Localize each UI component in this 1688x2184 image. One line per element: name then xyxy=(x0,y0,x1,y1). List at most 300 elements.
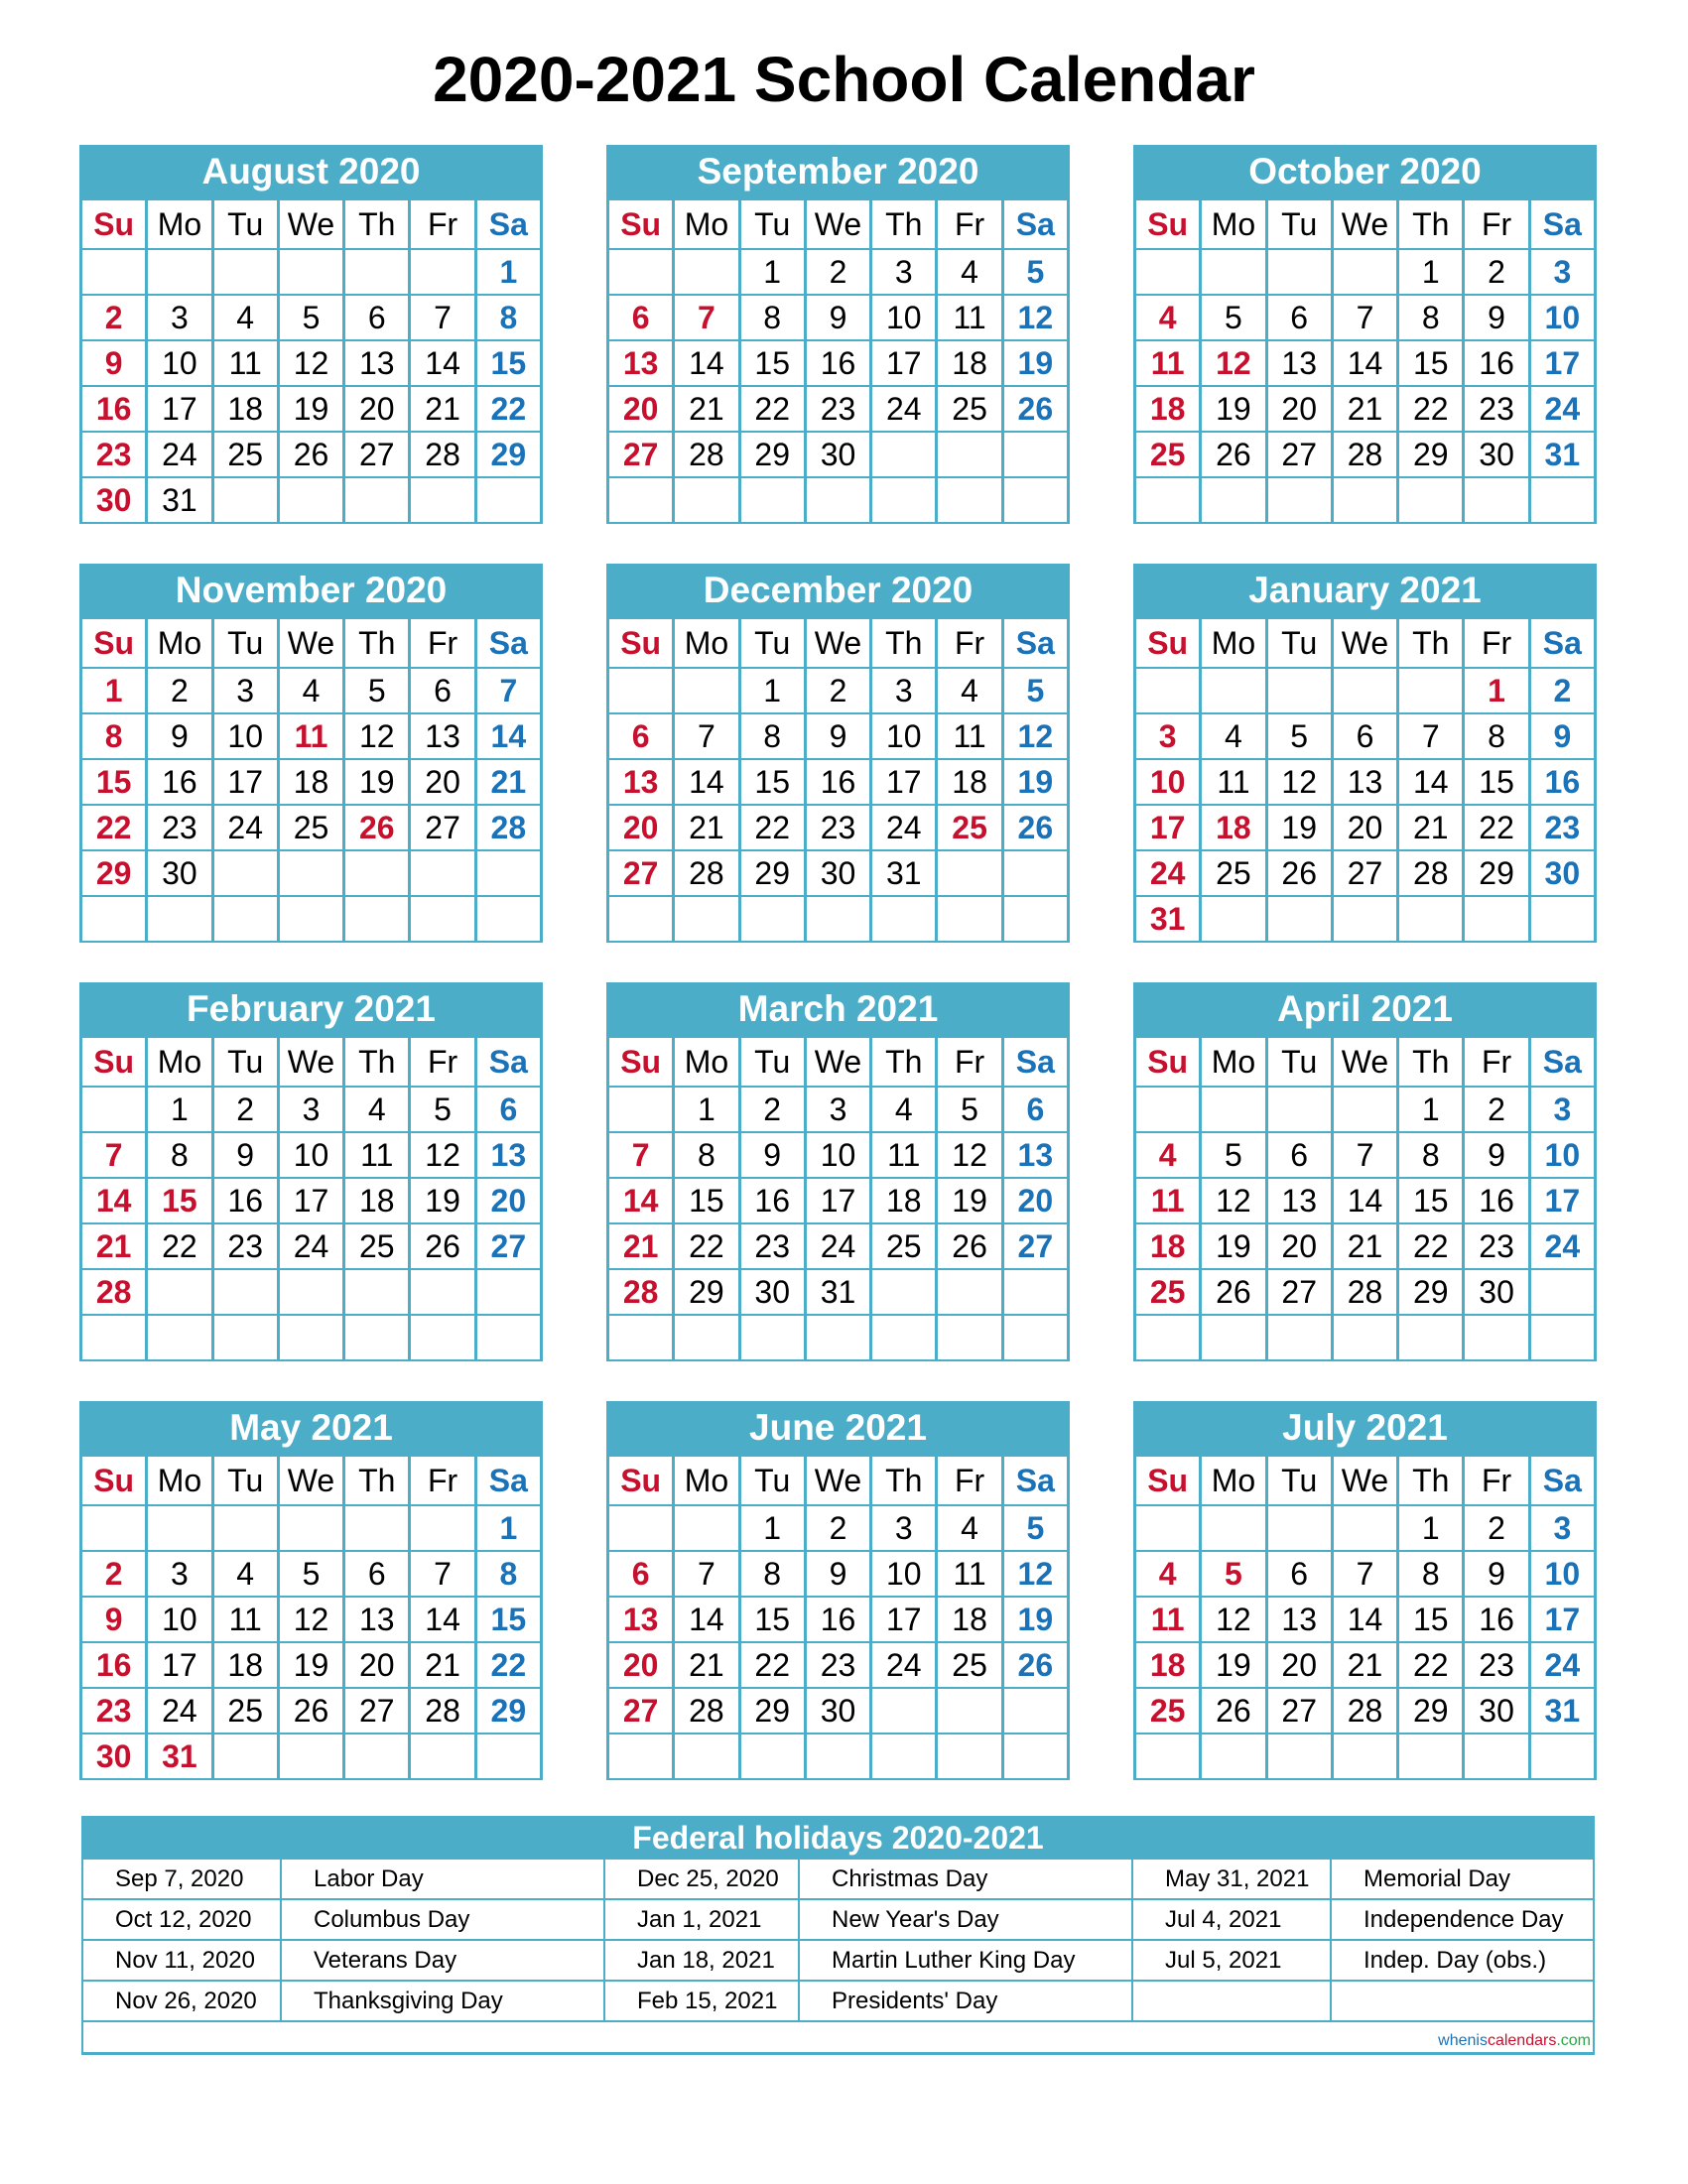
day-cell: 11 xyxy=(938,296,1003,341)
day-cell: 1 xyxy=(675,1088,740,1133)
empty-cell xyxy=(214,851,280,897)
empty-cell xyxy=(411,1734,476,1780)
day-cell: 13 xyxy=(1268,341,1334,387)
day-cell: 8 xyxy=(148,1133,213,1179)
day-cell: 12 xyxy=(1004,1552,1070,1598)
empty-cell xyxy=(675,897,740,943)
day-cell: 1 xyxy=(1399,1088,1465,1133)
day-cell: 19 xyxy=(938,1179,1003,1224)
empty-cell xyxy=(148,1316,213,1361)
weekday-header: We xyxy=(1334,1038,1399,1088)
day-cell: 30 xyxy=(1531,851,1597,897)
day-cell: 7 xyxy=(675,296,740,341)
day-cell: 3 xyxy=(807,1088,872,1133)
weekday-header: Su xyxy=(82,1457,148,1506)
day-cell: 5 xyxy=(1202,1133,1267,1179)
weekday-header: Tu xyxy=(1268,200,1334,250)
day-cell: 22 xyxy=(741,387,807,433)
weekday-header: Fr xyxy=(938,1038,1003,1088)
day-cell: 28 xyxy=(675,851,740,897)
day-cell: 8 xyxy=(477,1552,543,1598)
credit-part-2: calendars xyxy=(1487,2032,1557,2049)
holiday-date: Nov 26, 2020 xyxy=(83,1982,282,2020)
weekday-header: Sa xyxy=(477,200,543,250)
day-cell: 13 xyxy=(1004,1133,1070,1179)
day-cell: 22 xyxy=(148,1224,213,1270)
day-cell: 18 xyxy=(1136,387,1202,433)
empty-cell xyxy=(1465,897,1530,943)
holiday-date: Dec 25, 2020 xyxy=(605,1860,800,1898)
weekday-header: Su xyxy=(82,200,148,250)
empty-cell xyxy=(345,1270,411,1316)
weekday-header: Su xyxy=(609,619,675,669)
day-cell: 13 xyxy=(609,1598,675,1643)
day-cell: 8 xyxy=(1399,1552,1465,1598)
day-cell: 2 xyxy=(1465,1506,1530,1552)
day-cell: 29 xyxy=(741,1689,807,1734)
weekday-header: Th xyxy=(345,1457,411,1506)
day-cell: 20 xyxy=(609,1643,675,1689)
month-title: September 2020 xyxy=(606,145,1070,198)
holiday-name: Indep. Day (obs.) xyxy=(1363,1947,1547,1974)
holiday-name: Thanksgiving Day xyxy=(282,1982,605,2020)
weekday-header: Tu xyxy=(741,200,807,250)
day-cell: 21 xyxy=(1334,1643,1399,1689)
day-cell: 25 xyxy=(872,1224,938,1270)
day-cell: 23 xyxy=(741,1224,807,1270)
day-cell: 1 xyxy=(741,669,807,714)
day-cell: 10 xyxy=(214,714,280,760)
empty-cell xyxy=(609,250,675,296)
day-cell: 30 xyxy=(807,851,872,897)
day-cell: 4 xyxy=(938,1506,1003,1552)
empty-cell xyxy=(214,1506,280,1552)
day-cell: 17 xyxy=(280,1179,345,1224)
empty-cell xyxy=(741,1734,807,1780)
day-cell: 19 xyxy=(411,1179,476,1224)
weekday-header: Fr xyxy=(1465,1457,1530,1506)
day-cell: 21 xyxy=(675,387,740,433)
day-cell: 14 xyxy=(675,760,740,806)
day-cell: 27 xyxy=(1268,1270,1334,1316)
holiday-date xyxy=(1133,1982,1332,2020)
month-title: December 2020 xyxy=(606,564,1070,617)
weekday-header: We xyxy=(1334,200,1399,250)
empty-cell xyxy=(1136,478,1202,524)
day-cell: 27 xyxy=(477,1224,543,1270)
day-cell: 12 xyxy=(1004,296,1070,341)
day-cell: 28 xyxy=(411,1689,476,1734)
day-cell: 4 xyxy=(1136,1133,1202,1179)
day-cell: 17 xyxy=(872,760,938,806)
day-cell: 27 xyxy=(345,1689,411,1734)
day-cell: 7 xyxy=(609,1133,675,1179)
day-cell: 29 xyxy=(1399,1270,1465,1316)
empty-cell xyxy=(1202,1316,1267,1361)
day-cell: 5 xyxy=(1004,1506,1070,1552)
empty-cell xyxy=(938,1689,1003,1734)
page-title: 2020-2021 School Calendar xyxy=(433,44,1255,115)
weekday-header: Mo xyxy=(675,200,740,250)
day-cell: 26 xyxy=(1004,806,1070,851)
day-cell: 29 xyxy=(675,1270,740,1316)
empty-cell xyxy=(411,851,476,897)
day-cell: 14 xyxy=(411,341,476,387)
month-grid xyxy=(606,1455,1070,1780)
day-cell: 3 xyxy=(1136,714,1202,760)
day-cell: 17 xyxy=(148,387,213,433)
day-cell: 10 xyxy=(872,714,938,760)
day-cell: 19 xyxy=(280,1643,345,1689)
day-cell: 4 xyxy=(1136,296,1202,341)
weekday-header: Mo xyxy=(148,1457,213,1506)
empty-cell xyxy=(1268,1506,1334,1552)
empty-cell xyxy=(1531,478,1597,524)
day-cell: 20 xyxy=(345,387,411,433)
day-cell: 16 xyxy=(1465,1598,1530,1643)
day-cell: 22 xyxy=(1465,806,1530,851)
day-cell: 18 xyxy=(938,760,1003,806)
weekday-header: Su xyxy=(1136,1038,1202,1088)
day-cell: 11 xyxy=(214,341,280,387)
month-calendar xyxy=(1133,982,1597,1361)
empty-cell xyxy=(1268,1734,1334,1780)
holiday-name: Presidents' Day xyxy=(800,1982,1133,2020)
empty-cell xyxy=(1004,478,1070,524)
empty-cell xyxy=(1136,669,1202,714)
day-cell: 4 xyxy=(214,296,280,341)
empty-cell xyxy=(1334,1316,1399,1361)
weekday-header: We xyxy=(1334,1457,1399,1506)
empty-cell xyxy=(675,669,740,714)
empty-cell xyxy=(938,897,1003,943)
day-cell: 24 xyxy=(148,1689,213,1734)
day-cell: 16 xyxy=(82,387,148,433)
day-cell: 23 xyxy=(807,1643,872,1689)
holiday-row xyxy=(83,1900,1593,1941)
empty-cell xyxy=(609,1088,675,1133)
month-calendar xyxy=(606,145,1070,524)
empty-cell xyxy=(741,897,807,943)
empty-cell xyxy=(345,1734,411,1780)
empty-cell xyxy=(411,250,476,296)
empty-cell xyxy=(675,1734,740,1780)
empty-cell xyxy=(1136,1088,1202,1133)
holiday-row xyxy=(83,1982,1593,2022)
day-cell: 18 xyxy=(214,387,280,433)
day-cell: 4 xyxy=(1136,1552,1202,1598)
day-cell: 29 xyxy=(477,433,543,478)
empty-cell xyxy=(675,1316,740,1361)
holiday-date: Jan 18, 2021 xyxy=(605,1941,800,1980)
day-cell: 13 xyxy=(609,760,675,806)
day-cell: 12 xyxy=(1202,1598,1267,1643)
month-grid xyxy=(79,617,543,943)
empty-cell xyxy=(1465,478,1530,524)
day-cell: 30 xyxy=(741,1270,807,1316)
empty-cell xyxy=(280,1270,345,1316)
month-grid xyxy=(79,198,543,524)
empty-cell xyxy=(1202,478,1267,524)
day-cell: 21 xyxy=(675,1643,740,1689)
empty-cell xyxy=(1334,897,1399,943)
day-cell: 29 xyxy=(741,433,807,478)
day-cell: 13 xyxy=(345,341,411,387)
day-cell: 12 xyxy=(938,1133,1003,1179)
day-cell: 23 xyxy=(148,806,213,851)
day-cell: 31 xyxy=(1531,1689,1597,1734)
day-cell: 28 xyxy=(82,1270,148,1316)
empty-cell xyxy=(411,897,476,943)
empty-cell xyxy=(1268,478,1334,524)
day-cell: 5 xyxy=(938,1088,1003,1133)
day-cell: 9 xyxy=(807,714,872,760)
day-cell: 15 xyxy=(741,1598,807,1643)
weekday-header: Su xyxy=(609,1038,675,1088)
empty-cell xyxy=(148,1506,213,1552)
empty-cell xyxy=(1202,897,1267,943)
day-cell: 7 xyxy=(675,1552,740,1598)
day-cell: 12 xyxy=(280,341,345,387)
empty-cell xyxy=(1531,1734,1597,1780)
weekday-header: Su xyxy=(82,619,148,669)
day-cell: 16 xyxy=(82,1643,148,1689)
day-cell: 22 xyxy=(477,1643,543,1689)
holiday-date: Nov 11, 2020 xyxy=(83,1941,282,1980)
empty-cell xyxy=(280,897,345,943)
day-cell: 15 xyxy=(741,341,807,387)
day-cell: 8 xyxy=(82,714,148,760)
weekday-header: Su xyxy=(609,200,675,250)
empty-cell xyxy=(1399,897,1465,943)
empty-cell xyxy=(872,1316,938,1361)
empty-cell xyxy=(477,1270,543,1316)
weekday-header: Sa xyxy=(1531,1457,1597,1506)
day-cell: 16 xyxy=(1531,760,1597,806)
day-cell: 15 xyxy=(148,1179,213,1224)
day-cell: 11 xyxy=(1136,341,1202,387)
day-cell: 5 xyxy=(345,669,411,714)
day-cell: 24 xyxy=(280,1224,345,1270)
empty-cell xyxy=(872,1734,938,1780)
empty-cell xyxy=(872,433,938,478)
day-cell: 26 xyxy=(1202,433,1267,478)
empty-cell xyxy=(872,1270,938,1316)
month-grid xyxy=(606,1036,1070,1361)
empty-cell xyxy=(345,1506,411,1552)
day-cell: 10 xyxy=(280,1133,345,1179)
day-cell: 2 xyxy=(1465,250,1530,296)
day-cell: 3 xyxy=(1531,1506,1597,1552)
day-cell: 18 xyxy=(1136,1224,1202,1270)
day-cell: 20 xyxy=(609,806,675,851)
day-cell: 15 xyxy=(477,1598,543,1643)
day-cell: 24 xyxy=(214,806,280,851)
day-cell: 20 xyxy=(1268,1224,1334,1270)
day-cell: 2 xyxy=(1465,1088,1530,1133)
day-cell: 7 xyxy=(1334,1552,1399,1598)
weekday-header: Mo xyxy=(148,619,213,669)
weekday-header: Tu xyxy=(1268,1457,1334,1506)
weekday-header: Tu xyxy=(214,200,280,250)
weekday-header: We xyxy=(280,619,345,669)
empty-cell xyxy=(411,478,476,524)
day-cell: 3 xyxy=(214,669,280,714)
day-cell: 8 xyxy=(741,296,807,341)
day-cell: 1 xyxy=(1399,250,1465,296)
day-cell: 15 xyxy=(1399,341,1465,387)
day-cell: 17 xyxy=(1531,341,1597,387)
weekday-header: Tu xyxy=(741,619,807,669)
day-cell: 23 xyxy=(1465,387,1530,433)
day-cell: 20 xyxy=(609,387,675,433)
day-cell: 6 xyxy=(1268,1552,1334,1598)
day-cell: 19 xyxy=(1004,760,1070,806)
weekday-header: Sa xyxy=(1004,1038,1070,1088)
holiday-row xyxy=(83,1860,1593,1900)
empty-cell xyxy=(280,1506,345,1552)
day-cell: 11 xyxy=(280,714,345,760)
holiday-date: Jan 1, 2021 xyxy=(605,1900,800,1939)
day-cell: 17 xyxy=(1531,1598,1597,1643)
day-cell: 11 xyxy=(345,1133,411,1179)
day-cell: 1 xyxy=(477,250,543,296)
weekday-header: Tu xyxy=(1268,619,1334,669)
day-cell: 5 xyxy=(1004,669,1070,714)
weekday-header: Mo xyxy=(1202,200,1267,250)
day-cell: 6 xyxy=(411,669,476,714)
weekday-header: Fr xyxy=(411,619,476,669)
day-cell: 24 xyxy=(872,387,938,433)
empty-cell xyxy=(280,1316,345,1361)
empty-cell xyxy=(1334,1734,1399,1780)
day-cell: 9 xyxy=(214,1133,280,1179)
month-calendar xyxy=(79,982,543,1361)
day-cell: 14 xyxy=(1334,341,1399,387)
day-cell: 7 xyxy=(675,714,740,760)
empty-cell xyxy=(938,1270,1003,1316)
day-cell: 22 xyxy=(741,1643,807,1689)
day-cell: 1 xyxy=(741,250,807,296)
empty-cell xyxy=(807,478,872,524)
day-cell: 21 xyxy=(675,806,740,851)
empty-cell xyxy=(477,1316,543,1361)
credit-row xyxy=(81,2022,1595,2055)
empty-cell xyxy=(148,1270,213,1316)
day-cell: 2 xyxy=(214,1088,280,1133)
day-cell: 2 xyxy=(807,250,872,296)
day-cell: 11 xyxy=(1136,1179,1202,1224)
weekday-header: Mo xyxy=(1202,1038,1267,1088)
day-cell: 9 xyxy=(1465,1552,1530,1598)
empty-cell xyxy=(1004,433,1070,478)
day-cell: 10 xyxy=(1531,1552,1597,1598)
empty-cell xyxy=(872,1689,938,1734)
weekday-header: We xyxy=(280,200,345,250)
empty-cell xyxy=(477,478,543,524)
weekday-header: Tu xyxy=(1268,1038,1334,1088)
day-cell: 16 xyxy=(214,1179,280,1224)
day-cell: 29 xyxy=(741,851,807,897)
empty-cell xyxy=(1004,1270,1070,1316)
day-cell: 19 xyxy=(1202,387,1267,433)
day-cell: 21 xyxy=(1334,1224,1399,1270)
empty-cell xyxy=(1531,897,1597,943)
day-cell: 23 xyxy=(82,433,148,478)
empty-cell xyxy=(675,250,740,296)
weekday-header: Th xyxy=(872,200,938,250)
empty-cell xyxy=(411,1506,476,1552)
day-cell: 29 xyxy=(477,1689,543,1734)
empty-cell xyxy=(82,1088,148,1133)
empty-cell xyxy=(938,1316,1003,1361)
weekday-header: Sa xyxy=(477,619,543,669)
empty-cell xyxy=(675,478,740,524)
day-cell: 20 xyxy=(1334,806,1399,851)
empty-cell xyxy=(345,250,411,296)
holiday-name: Labor Day xyxy=(282,1860,605,1898)
credit-part-1: whenis xyxy=(1438,2032,1488,2049)
weekday-header: Sa xyxy=(1004,1457,1070,1506)
weekday-header: Fr xyxy=(1465,200,1530,250)
empty-cell xyxy=(345,897,411,943)
day-cell: 10 xyxy=(1136,760,1202,806)
day-cell: 7 xyxy=(477,669,543,714)
day-cell: 16 xyxy=(807,1598,872,1643)
empty-cell xyxy=(1004,1689,1070,1734)
day-cell: 27 xyxy=(609,851,675,897)
day-cell: 23 xyxy=(1531,806,1597,851)
day-cell: 31 xyxy=(1136,897,1202,943)
day-cell: 23 xyxy=(82,1689,148,1734)
empty-cell xyxy=(675,1506,740,1552)
day-cell: 28 xyxy=(411,433,476,478)
day-cell: 8 xyxy=(1465,714,1530,760)
empty-cell xyxy=(82,897,148,943)
month-grid xyxy=(1133,1036,1597,1361)
weekday-header: Fr xyxy=(938,619,1003,669)
empty-cell xyxy=(1334,250,1399,296)
day-cell: 4 xyxy=(280,669,345,714)
day-cell: 12 xyxy=(411,1133,476,1179)
month-title: October 2020 xyxy=(1133,145,1597,198)
site-credit[interactable] xyxy=(1438,2032,1591,2050)
day-cell: 16 xyxy=(741,1179,807,1224)
weekday-header: Tu xyxy=(741,1038,807,1088)
weekday-header: Th xyxy=(1399,1457,1465,1506)
day-cell: 18 xyxy=(938,341,1003,387)
day-cell: 27 xyxy=(411,806,476,851)
empty-cell xyxy=(82,1506,148,1552)
weekday-header: We xyxy=(807,1457,872,1506)
holiday-date: Jul 4, 2021 xyxy=(1133,1900,1332,1939)
weekday-header: Th xyxy=(872,1457,938,1506)
day-cell: 1 xyxy=(1465,669,1530,714)
month-grid xyxy=(606,198,1070,524)
day-cell: 2 xyxy=(82,1552,148,1598)
empty-cell xyxy=(1268,897,1334,943)
empty-cell xyxy=(1136,1316,1202,1361)
day-cell: 15 xyxy=(1465,760,1530,806)
month-title: February 2021 xyxy=(79,982,543,1036)
holiday-name: Independence Day xyxy=(1363,1906,1564,1933)
day-cell: 21 xyxy=(1399,806,1465,851)
day-cell: 1 xyxy=(148,1088,213,1133)
day-cell: 21 xyxy=(1334,387,1399,433)
day-cell: 18 xyxy=(872,1179,938,1224)
empty-cell xyxy=(609,669,675,714)
day-cell: 6 xyxy=(345,296,411,341)
